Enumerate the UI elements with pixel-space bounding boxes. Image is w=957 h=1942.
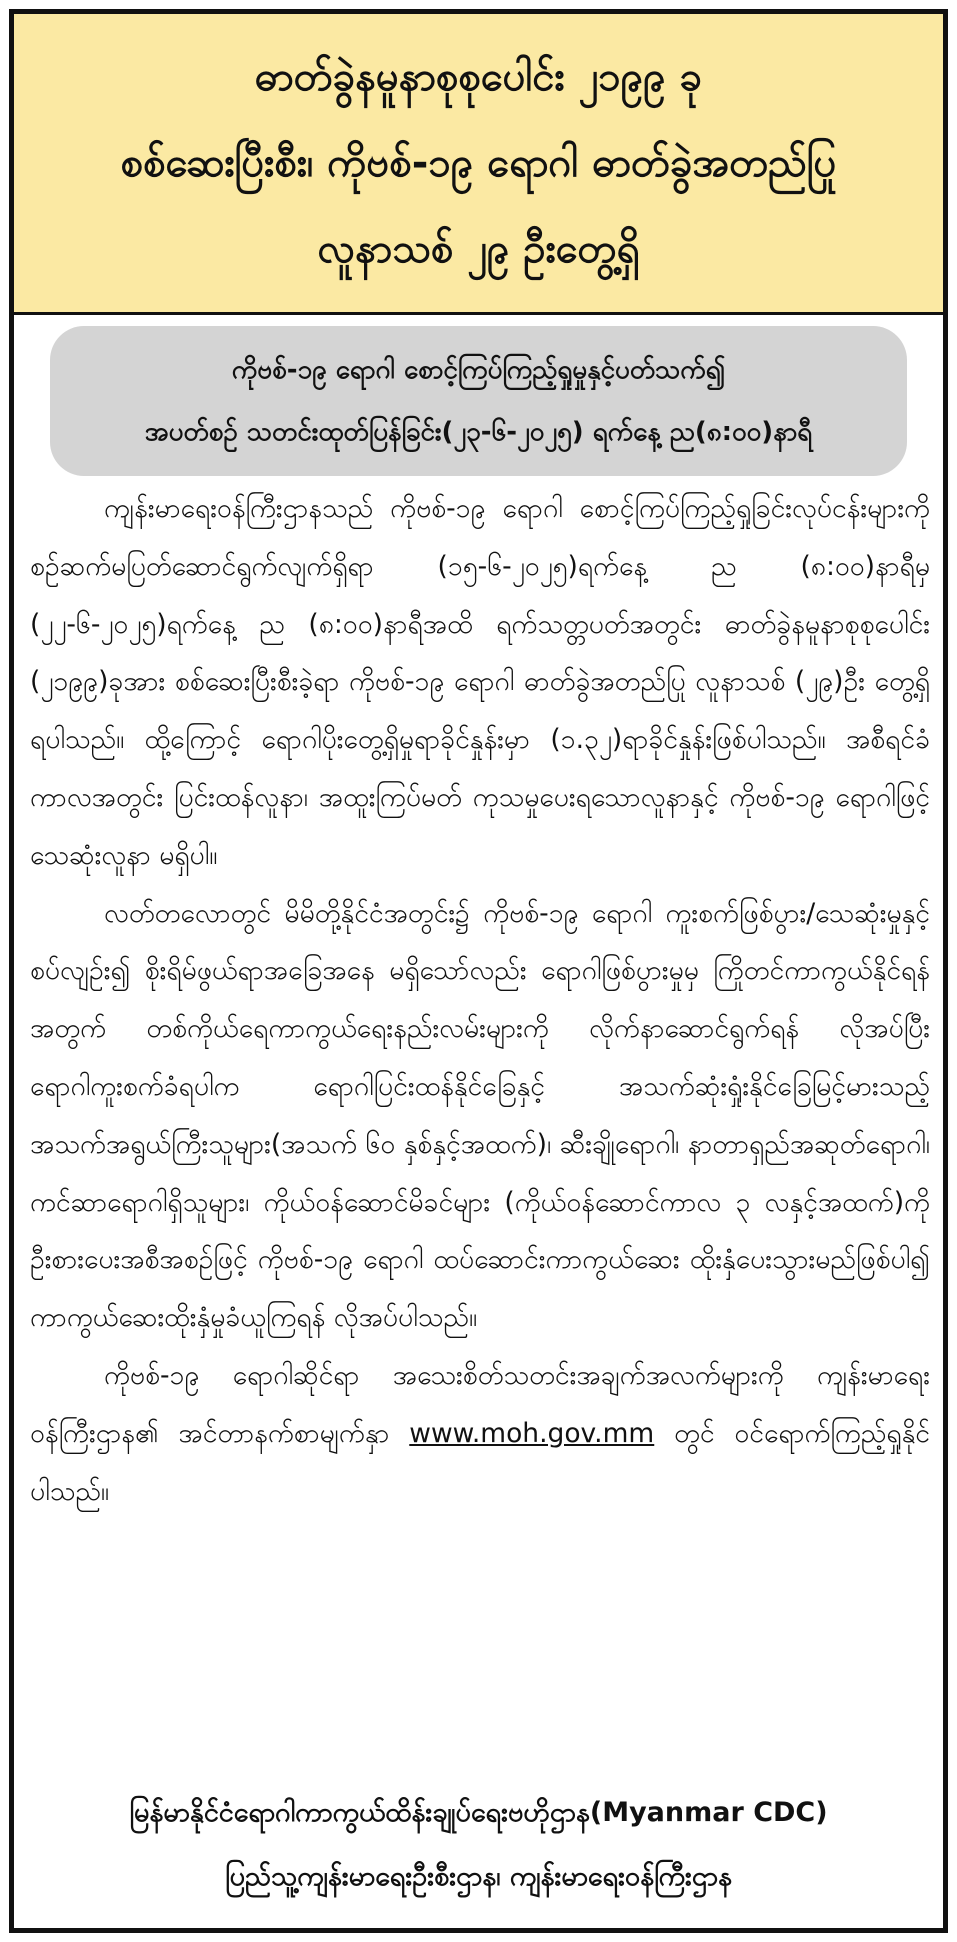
- website-link[interactable]: www.moh.gov.mm: [409, 1417, 655, 1449]
- headline-line-2: စစ်ဆေးပြီးစီး၊ ကိုဗစ်-၁၉ ရောဂါ ဓာတ်ခွဲအတည်ပြု: [120, 140, 837, 186]
- subheading-line-1: ကိုဗစ်-၁၉ ရောဂါ စောင့်ကြပ်ကြည့်ရှုမှုနှင့်ပတ်သက်၍: [231, 355, 726, 385]
- paragraph-2: လတ်တလောတွင် မိမိတို့နိုင်ငံအတွင်း၌ ကိုဗစ်-၁၉ ရောဂါ ကူးစက်ဖြစ်ပွား/သေဆုံးမှုနှင့် စပ်လျဉ်း၍ စိုးရိမ်ဖွယ်ရာအခြေအနေ မရှိသော်လည်း ရောဂါဖြစ်ပွားမှုမှ ကြိုတင်ကာကွယ်နိုင်ရန်အတွက် တစ်ကိုယ်ရေကာကွယ်ရေးနည်းလမ်းများကို လိုက်နာဆောင်ရွက်ရန် လိုအပ်ပြီး ရောဂါကူးစက်ခံရပါက ရောဂါပြင်းထန်နိုင်ခြေနှင့် အသက်ဆုံးရှုံးနိုင်ခြေမြင့်မားသည့် အသက်အရွယ်ကြီးသူများ(အသက် ၆၀ နှစ်နှင့်အထက်)၊ ဆီးချိုရောဂါ၊ နာတာရှည်အဆုတ်ရောဂါ၊ ကင်ဆာရောဂါရှိသူများ၊ ကိုယ်ဝန်ဆောင်မိခင်များ (ကိုယ်ဝန်ဆောင်ကာလ ၃ လနှင့်အထက်)ကို ဦးစားပေးအစီအစဉ်ဖြင့် ကိုဗစ်-၁၉ ရောဂါ ထပ်ဆောင်းကာကွယ်ဆေး ထိုးနှံပေးသွားမည်ဖြစ်ပါ၍ ကာကွယ်ဆေးထိုးနှံမှုခံယူကြရန် လိုအပ်ပါသည်။: [30, 897, 930, 1334]
- paragraph-1: ကျန်းမာရေးဝန်ကြီးဌာနသည် ကိုဗစ်-၁၉ ရောဂါ စောင့်ကြပ်ကြည့်ရှုခြင်းလုပ်ငန်းများကို စဉ်ဆက်မပြတ်ဆောင်ရွက်လျက်ရှိရာ (၁၅-၆-၂၀၂၅)ရက်နေ့ ည (၈:၀၀)နာရီမှ (၂၂-၆-၂၀၂၅)ရက်နေ့ ည (၈:၀၀)နာရီအထိ ရက်သတ္တပတ်အတွင်း ဓာတ်ခွဲနမူနာစုစုပေါင်း (၂၁၉၉)ခုအား စစ်ဆေးပြီးစီးခဲ့ရာ ကိုဗစ်-၁၉ ရောဂါ ဓာတ်ခွဲအတည်ပြု လူနာသစ် (၂၉)ဦး တွေ့ရှိရပါသည်။ ထို့ကြောင့် ရောဂါပိုးတွေ့ရှိမှုရာခိုင်နှုန်းမှာ (၁.၃၂)ရာခိုင်နှုန်းဖြစ်ပါသည်။ အစီရင်ခံကာလအတွင်း ပြင်းထန်လူနာ၊ အထူးကြပ်မတ် ကုသမှုပေးရသောလူနာနှင့် ကိုဗစ်-၁၉ ရောဂါဖြင့် သေဆုံးလူနာ မရှိပါ။: [30, 493, 930, 871]
- paragraph-3: [30, 1347, 930, 1520]
- headline-line-1: ဓာတ်ခွဲနမူနာစုစုပေါင်း ၂၁၉၉ ခု: [254, 54, 703, 100]
- signature-line-1: မြန်မာနိုင်ငံရောဂါကာကွယ်ထိန်းချုပ်ရေးဗဟိုဌာန(Myanmar CDC): [129, 1797, 828, 1828]
- subheading-box: [50, 326, 907, 476]
- headline-box: [14, 14, 943, 315]
- paragraph-3-text-after: တွင် ဝင်ရောက်ကြည့်ရှုနိုင်ပါသည်။: [30, 1417, 930, 1507]
- headline-line-3: လူနာသစ် ၂၉ ဦးတွေ့ရှိ: [317, 226, 640, 272]
- signature-line-2: ပြည်သူ့ကျန်းမာရေးဦးစီးဌာန၊ ကျန်းမာရေးဝန်ကြီးဌာန: [225, 1861, 732, 1892]
- article-body: [30, 480, 930, 1520]
- announcement-frame: [9, 9, 948, 1933]
- subheading-line-2: အပတ်စဉ် သတင်းထုတ်ပြန်ခြင်း(၂၃-၆-၂၀၂၅) ရက်နေ့ ည(၈:၀၀)နာရီ: [144, 417, 813, 447]
- paragraph-3-text-before: ကိုဗစ်-၁၉ ရောဂါဆိုင်ရာ အသေးစိတ်သတင်းအချက်အလက်များကို ကျန်းမာရေးဝန်ကြီးဌာန၏ အင်တာနက်စာမျက်နှာ: [30, 1359, 930, 1449]
